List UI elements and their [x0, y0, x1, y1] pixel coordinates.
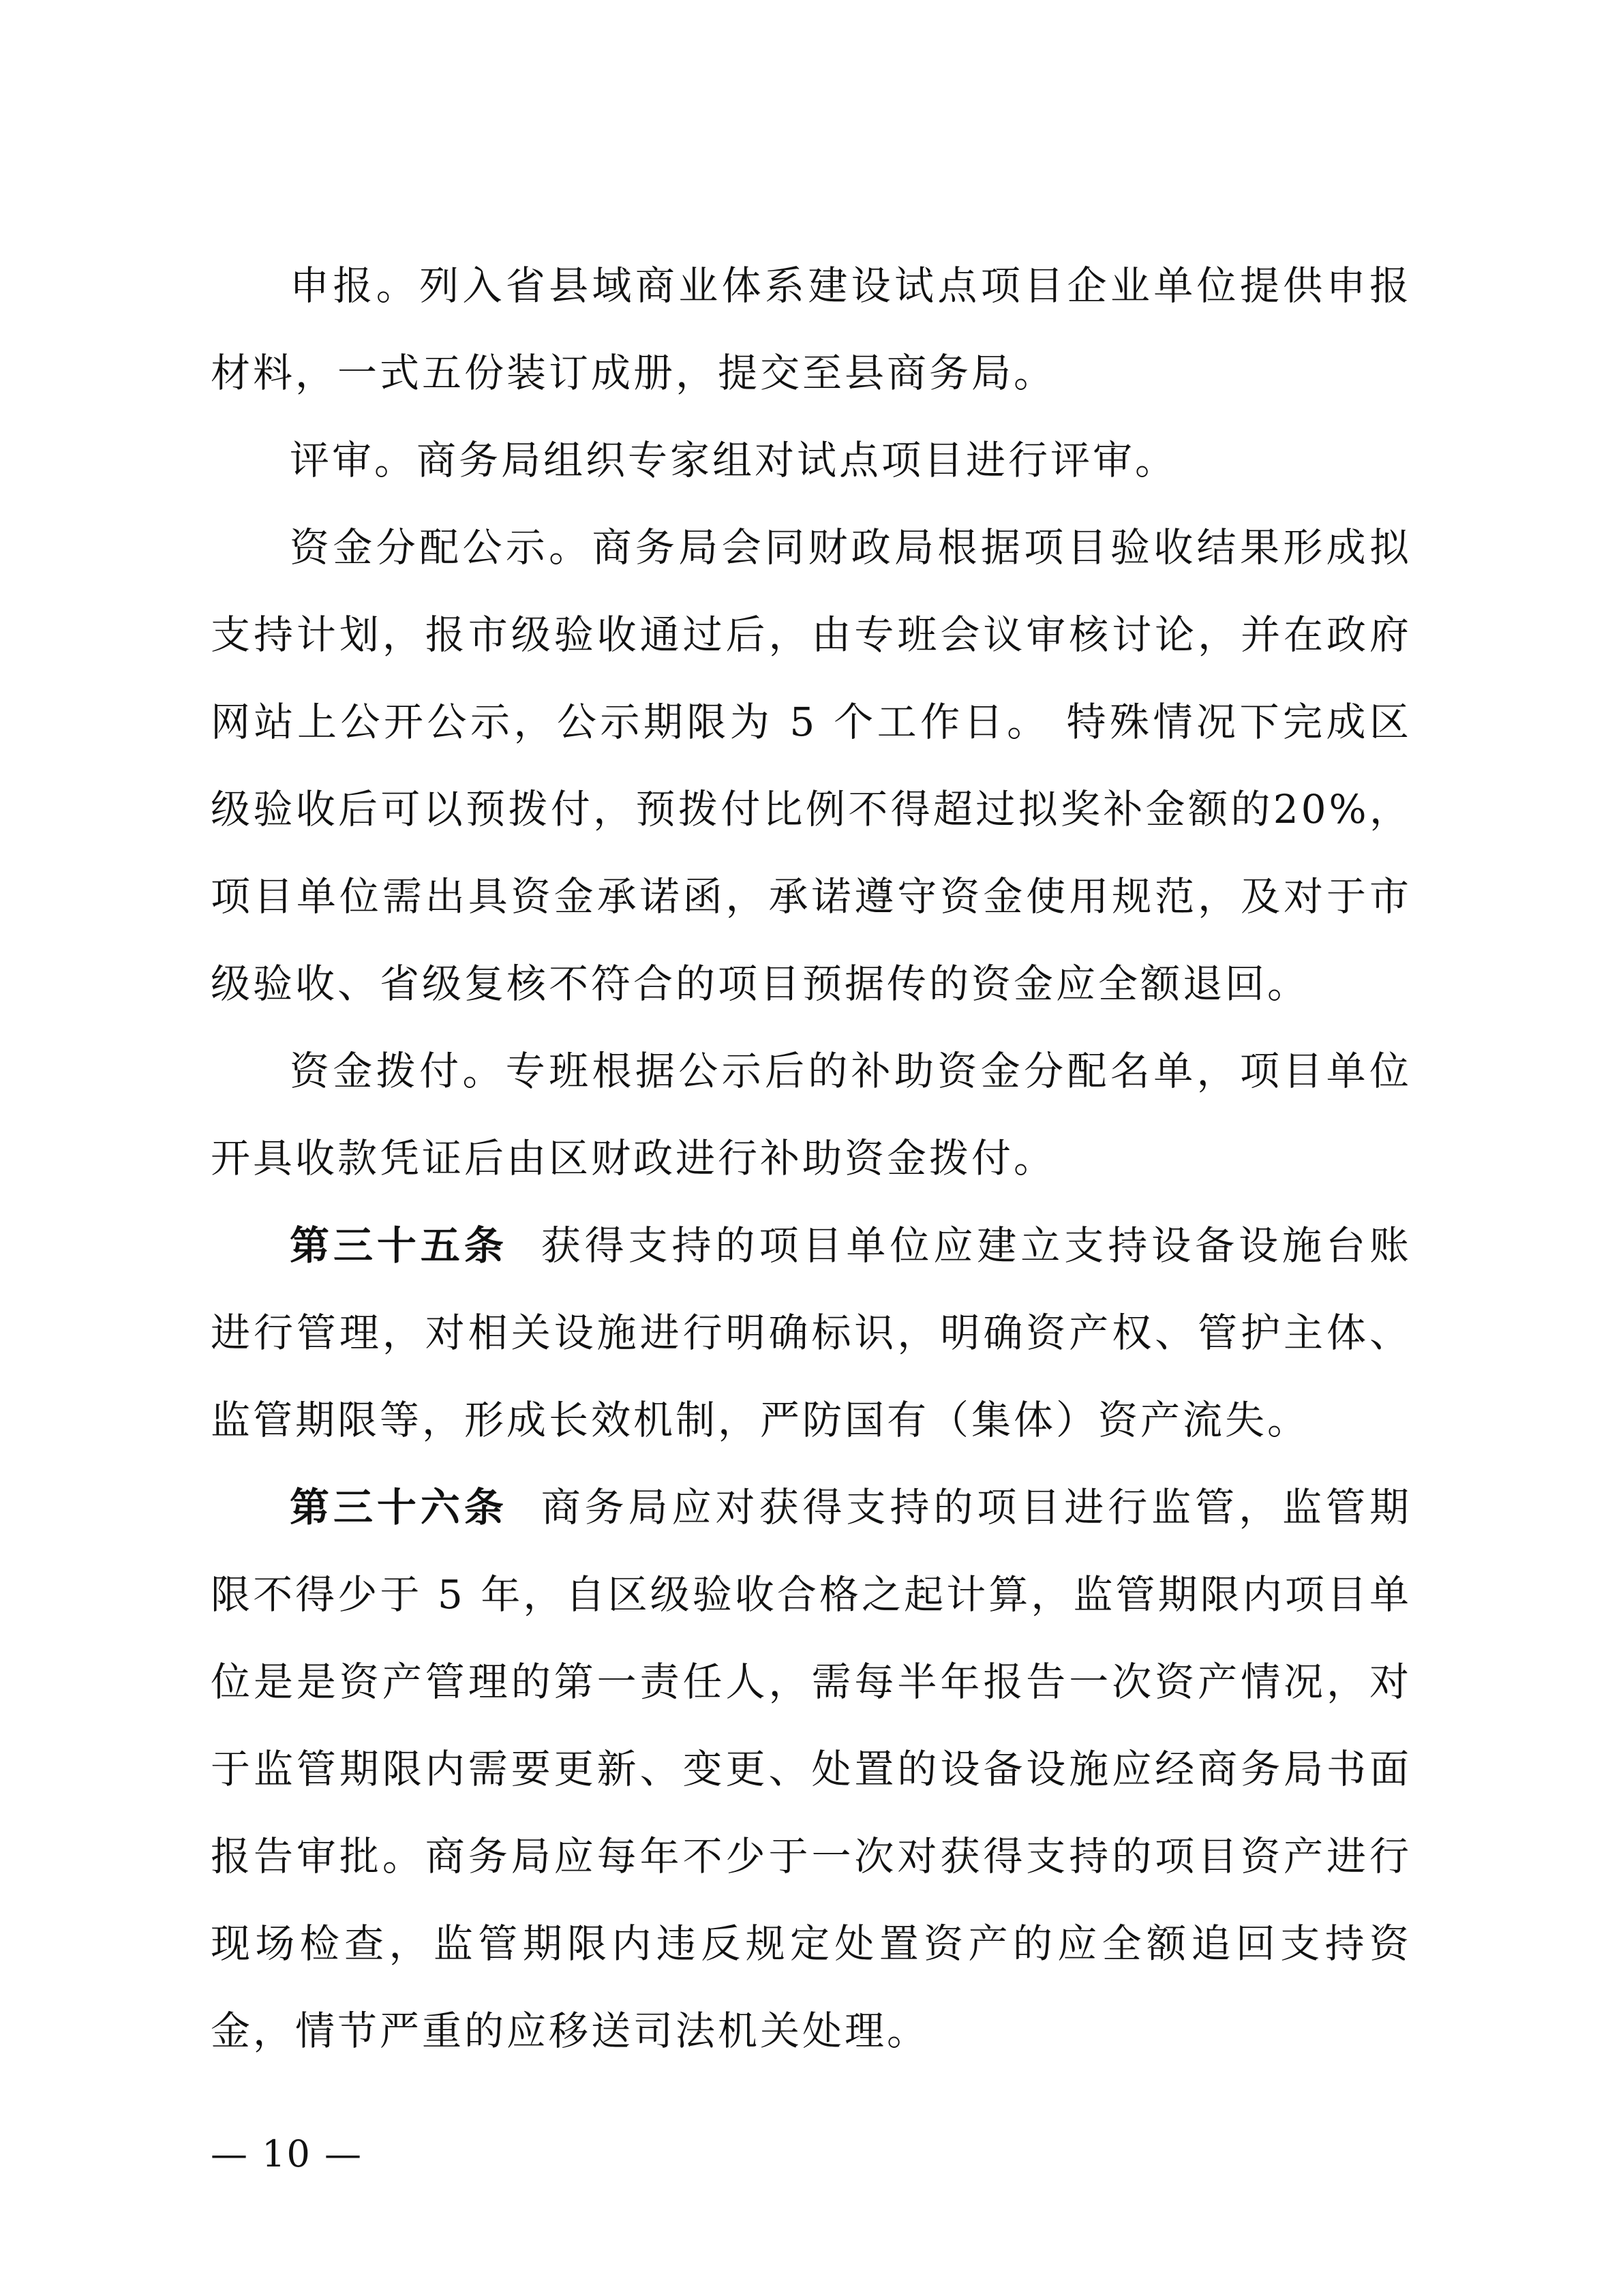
paragraph-text: 商务局应对获得支持的项目进行监管，监管期限不得少于 5 年，自区级验收合格之起计算，监管期限内项目单位是是资产管理的第一责任人，需每半年报告一次资产情况，对于监管期限内需要更新、变更、处置的设备设施应经商务局书面报告审批。商务局应每年不少于一次对获得支持的项目资产进行现场检查，监管期限内违反规定处置资产的应全额追回支持资金，情节严重的应移送司法机关处理。: [211, 1484, 1412, 2054]
article-number: 第三十六条: [290, 1484, 508, 1530]
paragraph-text: 资金分配公示。商务局会同财政局根据项目验收结果形成拟支持计划，报市级验收通过后，由专班会议审核讨论，并在政府网站上公开公示，公示期限为 5 个工作日。 特殊情况下完成区级验收后可以预拨付，预拨付比例不得超过拟奖补金额的20%，项目单位需出具资金承诺函，承诺遵守资金使用规范，及对于市级验收、省级复核不符合的项目预据传的资金应全额退回。: [211, 524, 1412, 1007]
paragraph-text: 获得支持的项目单位应建立支持设备设施台账进行管理，对相关设施进行明确标识，明确资产权、管护主体、监管期限等，形成长效机制，严防国有（集体）资产流失。: [211, 1222, 1412, 1443]
paragraph-text: 资金拨付。专班根据公示后的补助资金分配名单，项目单位开具收款凭证后由区财政进行补助资金拨付。: [211, 1048, 1412, 1181]
page-number: — 10 —: [211, 2132, 363, 2175]
paragraph-article-35: [211, 1202, 1412, 1464]
paragraph-fund-disbursement: [211, 1027, 1412, 1202]
paragraph-text: 评审。商务局组织专家组对试点项目进行评审。: [290, 437, 1178, 483]
paragraph-review: [211, 417, 1412, 504]
document-body: [211, 242, 1412, 2074]
paragraph-application: [211, 242, 1412, 417]
paragraph-article-36: [211, 1464, 1412, 2074]
article-number: 第三十五条: [290, 1222, 508, 1269]
paragraph-fund-allocation-notice: [211, 504, 1412, 1027]
paragraph-text: 申报。列入省县域商业体系建设试点项目企业单位提供申报材料，一式五份装订成册，提交至县商务局。: [211, 262, 1412, 396]
